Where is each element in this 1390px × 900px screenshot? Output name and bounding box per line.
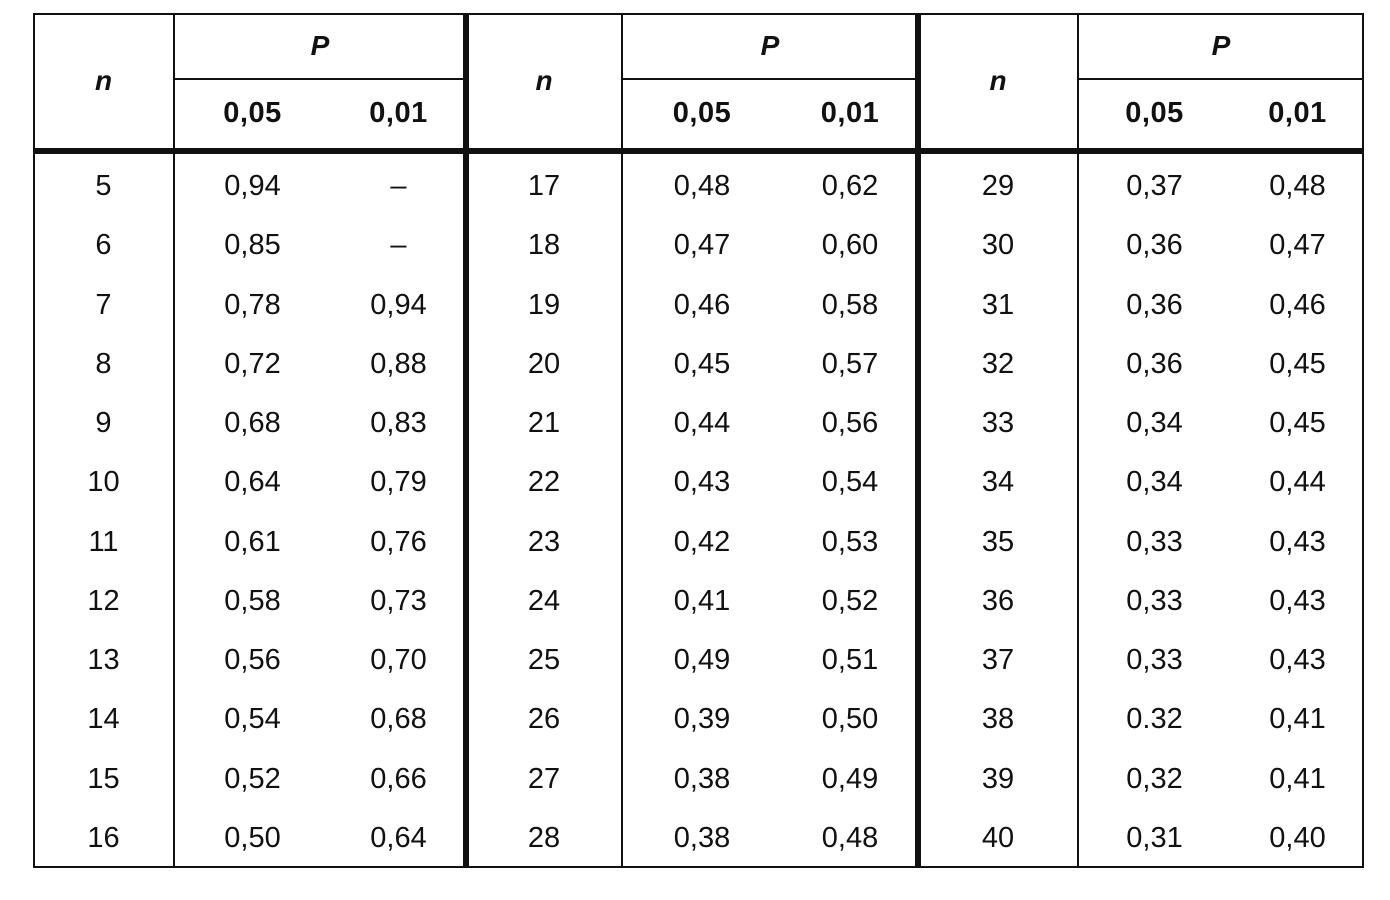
n-value: 35 bbox=[981, 525, 1015, 558]
n-value: 14 bbox=[87, 703, 120, 736]
p-001-value: 0,58 bbox=[821, 288, 879, 321]
p-001-header: 0,01 bbox=[369, 97, 428, 129]
p-005-value: 0,50 bbox=[224, 821, 281, 854]
p-005-value: 0,38 bbox=[673, 762, 731, 795]
p-005-value: 0,36 bbox=[1126, 288, 1183, 321]
n-value: 30 bbox=[981, 229, 1015, 262]
p-005-header: 0,05 bbox=[1125, 97, 1184, 129]
p-001-header: 0,01 bbox=[1268, 97, 1327, 129]
p-001-value: – bbox=[390, 229, 407, 262]
n-value: 20 bbox=[527, 347, 561, 380]
n-value: 33 bbox=[981, 407, 1015, 440]
n-value: 39 bbox=[981, 762, 1015, 795]
p-001-value: 0,41 bbox=[1269, 762, 1326, 795]
p-005-value: 0,38 bbox=[673, 821, 731, 854]
p-005-value: 0,54 bbox=[224, 703, 281, 736]
p-001-value: 0,66 bbox=[370, 762, 427, 795]
p-001-value: 0,53 bbox=[821, 525, 879, 558]
n-value: 31 bbox=[981, 288, 1015, 321]
n-value: 15 bbox=[87, 762, 120, 795]
p-005-value: 0,43 bbox=[673, 466, 731, 499]
p-005-value: 0,34 bbox=[1126, 466, 1183, 499]
p-005-value: 0,52 bbox=[224, 762, 281, 795]
p-005-value: 0.32 bbox=[1126, 703, 1183, 736]
p-001-value: 0,76 bbox=[370, 525, 427, 558]
n-value: 25 bbox=[527, 644, 561, 677]
p-005-value: 0,61 bbox=[224, 525, 281, 558]
p-001-value: 0,73 bbox=[370, 584, 427, 617]
n-value: 17 bbox=[527, 170, 561, 203]
n-column-header: n bbox=[535, 64, 553, 96]
p-001-value: 0,64 bbox=[370, 821, 427, 854]
p-001-value: 0,48 bbox=[821, 821, 879, 854]
n-value: 37 bbox=[981, 644, 1015, 677]
n-column-header: n bbox=[94, 64, 113, 96]
p-005-value: 0,39 bbox=[673, 703, 731, 736]
p-001-value: 0,56 bbox=[821, 407, 879, 440]
p-005-value: 0,31 bbox=[1126, 821, 1183, 854]
n-value: 5 bbox=[95, 170, 112, 203]
header-rule bbox=[33, 148, 1364, 154]
p-005-value: 0,45 bbox=[673, 347, 731, 380]
p-005-value: 0,56 bbox=[224, 644, 281, 677]
p-001-value: 0,88 bbox=[370, 347, 427, 380]
p-005-value: 0,72 bbox=[224, 347, 281, 380]
p-005-value: 0,41 bbox=[673, 584, 731, 617]
p-001-value: 0,45 bbox=[1269, 347, 1326, 380]
n-value: 24 bbox=[527, 584, 561, 617]
p-001-value: – bbox=[390, 170, 407, 203]
n-value: 40 bbox=[981, 821, 1015, 854]
n-value: 29 bbox=[981, 170, 1015, 203]
p-005-value: 0,33 bbox=[1126, 584, 1183, 617]
n-value: 23 bbox=[527, 525, 561, 558]
p-001-value: 0,52 bbox=[821, 584, 879, 617]
n-value: 36 bbox=[981, 584, 1015, 617]
p-001-value: 0,48 bbox=[1269, 170, 1326, 203]
p-005-value: 0,42 bbox=[673, 525, 731, 558]
n-value: 22 bbox=[527, 466, 561, 499]
n-value: 19 bbox=[527, 288, 561, 321]
n-value: 28 bbox=[527, 821, 561, 854]
p-005-value: 0,44 bbox=[673, 407, 731, 440]
p-005-value: 0,68 bbox=[224, 407, 281, 440]
n-value: 21 bbox=[527, 407, 561, 440]
n-value: 8 bbox=[95, 347, 112, 380]
p-001-value: 0,57 bbox=[821, 347, 879, 380]
p-001-value: 0,45 bbox=[1269, 407, 1326, 440]
p-001-value: 0,50 bbox=[821, 703, 879, 736]
p-005-value: 0,64 bbox=[224, 466, 281, 499]
p-001-value: 0,43 bbox=[1269, 644, 1326, 677]
p-001-value: 0,83 bbox=[370, 407, 427, 440]
p-005-value: 0,49 bbox=[673, 644, 731, 677]
p-001-value: 0,79 bbox=[370, 466, 427, 499]
p-001-value: 0,41 bbox=[1269, 703, 1326, 736]
p-005-value: 0,33 bbox=[1126, 525, 1183, 558]
p-005-value: 0,37 bbox=[1126, 170, 1183, 203]
n-value: 26 bbox=[527, 703, 561, 736]
p-column-header: P bbox=[760, 30, 780, 61]
p-001-value: 0,40 bbox=[1269, 821, 1326, 854]
p-001-value: 0,46 bbox=[1269, 288, 1326, 321]
p-005-header: 0,05 bbox=[223, 97, 282, 129]
p-005-value: 0,85 bbox=[224, 229, 281, 262]
p-005-value: 0,36 bbox=[1126, 347, 1183, 380]
n-value: 7 bbox=[95, 288, 112, 321]
p-001-value: 0,62 bbox=[821, 170, 879, 203]
n-value: 34 bbox=[981, 466, 1015, 499]
p-005-value: 0,58 bbox=[224, 584, 281, 617]
p-column-header: P bbox=[1211, 30, 1231, 61]
p-005-value: 0,78 bbox=[224, 288, 281, 321]
n-value: 32 bbox=[981, 347, 1015, 380]
n-value: 38 bbox=[981, 703, 1015, 736]
p-001-value: 0,43 bbox=[1269, 525, 1326, 558]
p-005-value: 0,48 bbox=[673, 170, 731, 203]
n-value: 18 bbox=[527, 229, 561, 262]
n-column-header: n bbox=[989, 64, 1007, 96]
p-001-value: 0,70 bbox=[370, 644, 427, 677]
p-001-value: 0,54 bbox=[821, 466, 879, 499]
n-value: 6 bbox=[95, 229, 112, 262]
p-001-value: 0,44 bbox=[1269, 466, 1326, 499]
p-001-value: 0,60 bbox=[821, 229, 879, 262]
p-005-value: 0,36 bbox=[1126, 229, 1183, 262]
n-value: 11 bbox=[88, 525, 119, 558]
p-005-value: 0,34 bbox=[1126, 407, 1183, 440]
p-001-value: 0,47 bbox=[1269, 229, 1326, 262]
p-001-value: 0,43 bbox=[1269, 584, 1326, 617]
n-value: 9 bbox=[95, 407, 112, 440]
p-005-value: 0,33 bbox=[1126, 644, 1183, 677]
p-005-value: 0,46 bbox=[673, 288, 731, 321]
p-005-header: 0,05 bbox=[672, 97, 732, 129]
p-column-header: P bbox=[310, 30, 330, 61]
p-001-value: 0,68 bbox=[370, 703, 427, 736]
p-005-value: 0,47 bbox=[673, 229, 731, 262]
n-value: 27 bbox=[527, 762, 561, 795]
p-001-value: 0,49 bbox=[821, 762, 879, 795]
p-001-value: 0,51 bbox=[821, 644, 879, 677]
n-value: 12 bbox=[87, 584, 120, 617]
p-001-header: 0,01 bbox=[820, 97, 880, 129]
n-value: 13 bbox=[87, 644, 120, 677]
p-005-value: 0,32 bbox=[1126, 762, 1183, 795]
n-value: 10 bbox=[87, 466, 120, 499]
p-001-value: 0,94 bbox=[370, 288, 427, 321]
n-value: 16 bbox=[87, 821, 120, 854]
p-005-value: 0,94 bbox=[224, 170, 281, 203]
